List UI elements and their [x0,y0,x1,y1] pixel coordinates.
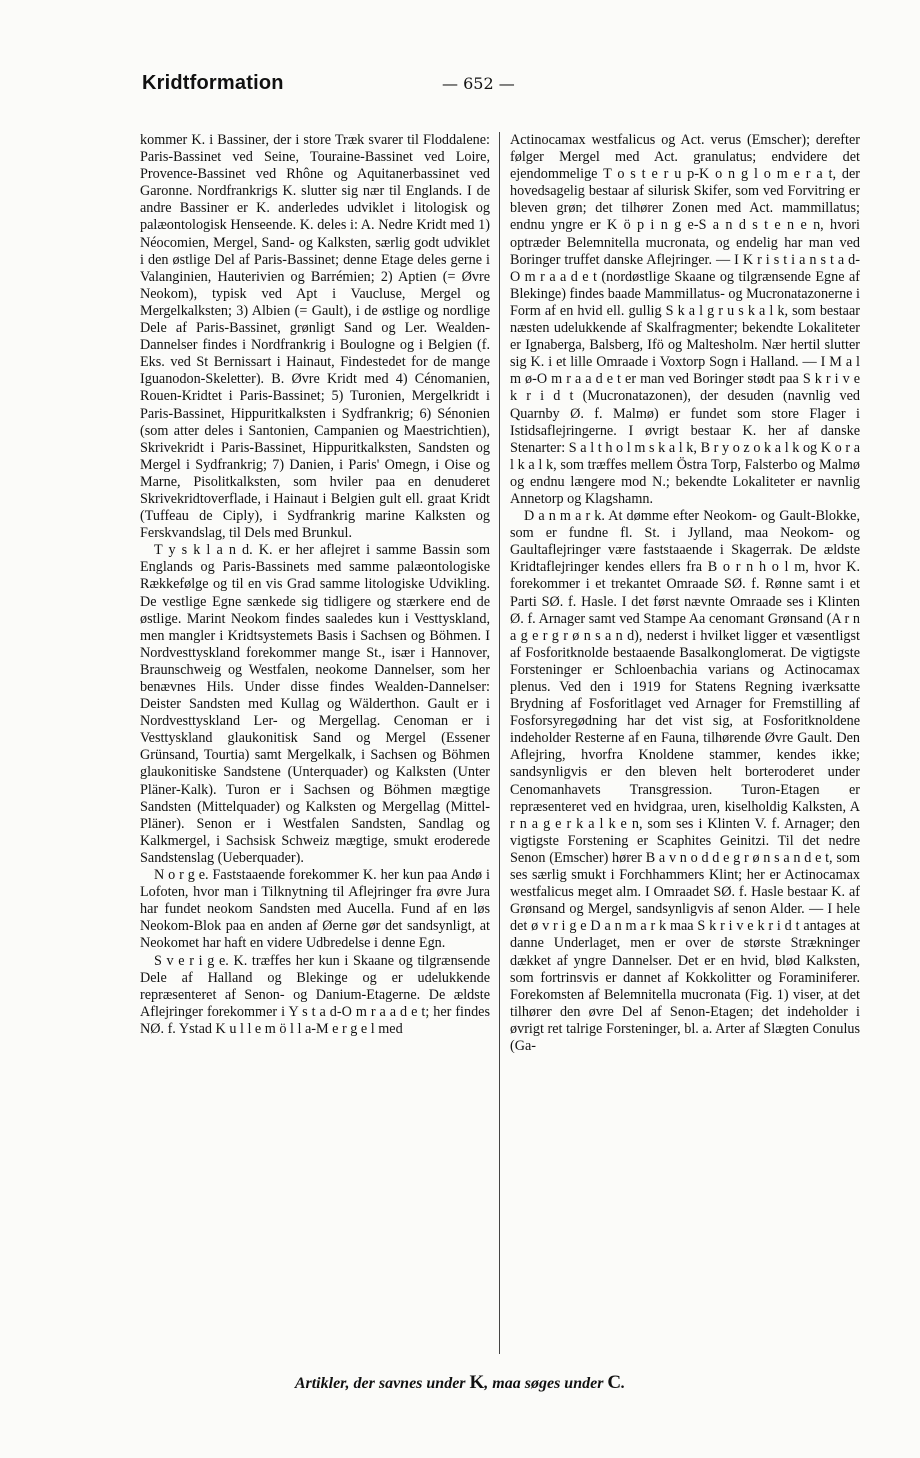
page-number: — 652 — [442,74,515,93]
text-columns [140,132,880,1354]
column-divider [499,132,500,1354]
paragraph-tyskland: T y s k l a n d. K. er her aflejret i samme Bassin som Englands og Paris-Bassinets med samme palæontologiske Rækkefølge og til en vis Grad samme litologiske Udvikling. De vestlige Egne sænkede sig tidligere og stærkere end de østlige. Marint Neokom findes saaledes kun i Vesttyskland, men mangler i Kridtsystemets Basis i Sachsen og Böhmen. I Nordvesttyskland forekommer mange St., især i Hannover, Braunschweig og Westfalen, neokome Dannelser, som her benævnes Hils. Under disse findes Wealden-Dannelser: Deister Sandsten med Kullag og Wälderthon. Gault er i Nordvesttyskland Ler- og Mergellag. Cenoman er i Vesttyskland glaukonitisk Sand og Mergel (Essener Grünsand, Tourtia) samt Mergelkalk, i Sachsen og Böhmen glaukonitiske Sandstene (Unterquader) og Kalksten (Unter Pläner-Kalk). Turon er i Sachsen og Böhmen mægtige Sandsten (Mittelquader) og Kalksten og Mergellag (Mittel-Pläner). Senon er i Westfalen Sandsten, Sandlag og Kalkmergel, i Sachsisk Schweiz mægtige, smukt eroderede Sandstenslag (Ueberquader). [140,542,490,866]
paragraph-sverige-cont: Actinocamax westfalicus og Act. verus (Emscher); derefter følger Mergel med Act. granulatus; endvidere det ejendommelige T o s t e r u p-K o n g l o m e r a t, der hovedsagelig bestaar af silurisk Skifer, som ved Forvitring er bleven grøn; det tilhører Zonen med Act. mammillatus; endnu yngre er K ö p i n g e-S a n d s t e n e n, hvori optræder Belemnitella mucronata, og endelig har man ved Boringer truffet danske Aflejringer. — I K r i s t i a n s t a d-O m r a a d e t (nordøstlige Skaane og tilgrænsende Egne af Blekinge) findes baade Mammillatus- og Mucronatazonerne i Form af en hvid ell. gullig S k a l g r u s k a l k, som bestaar næsten udelukkende af Skalfragmenter; bekendte Lokaliteter er Ignaberga, Balsberg, Ifö og Maltesholm. Nær hertil slutter sig K. i et lille Omraade i Voxtorp Sogn i Halland. — I M a l m ø-O m r a a d e t er man ved Boringer stødt paa S k r i v e k r i d t (Mucronatazonen), der desuden (navnlig ved Quarnby Ø. f. Malmø) er fundet som store Flager i Istidsaflejringerne. I øvrigt bestaar K. her af danske Stenarter: S a l t h o l m s k a l k, B r y o z o k a l k og K o r a l k a l k, som træffes mellem Östra Torp, Falsterbo og Malmø og endnu længere mod N.; bekendte Lokaliteter er navnlig Annetorp og Klagshamn. [510,132,860,507]
footer-letter-c: C [607,1372,622,1393]
paragraph-frankrig: kommer K. i Bassiner, der i store Træk svarer til Floddalene: Paris-Bassinet ved Seine, Touraine-Bassinet ved Loire, Provence-Bassinet ved Rhône og Aquitanerbassinet ved Garonne. Nordfrankrigs K. slutter sig nær til Englands. I de andre Bassiner er K. anderledes udviklet i litologisk og palæontologisk Henseende. K. deles i: A. Nedre Kridt med 1) Néocomien, Mergel, Sand- og Kalksten, særlig godt udviklet i den østlige Del af Paris-Bassinet; denne Etage deles gerne i Valanginien, Hauterivien og Barrémien; 2) Aptien (= Øvre Neokom), typisk ved Apt i Vaucluse, Mergel og Mergelkalksten; 3) Albien (= Gault), i de østlige og nordlige Dele af Paris-Bassinet, grønligt Sand og Ler. Wealden-Dannelser findes i Nordfrankrig i Boulogne og i Belgien (f. Eks. ved St Bernissart i Hainaut, Findestedet for de mange Iguanodon-Skeletter). B. Øvre Kridt med 4) Cénomanien, Rouen-Kridtet i Paris-Bassinet; 5) Turonien, Mergelkridt i Paris-Bassinet, Hippuritkalksten i Sydfrankrig; 6) Sénonien (som atter deles i Santonien, Campanien og Maestrichtien), Skrivekridt i Paris-Bassinet, Hippuritkalksten, Sandsten og Mergel i Sydfrankrig; 7) Danien, i Paris' Omegn, i Oise og Marne, Pisolitkalksten, som hviler paa en denuderet Skrivekridtoverflade, i Hainaut i Belgien gult ell. graat Kridt (Tuffeau de Ciply), i Sydfrankrig marine Kalksten og Ferskvandslag, til Dels med Brunkul. [140,132,490,542]
page-title: Kridtformation [142,72,284,94]
footer-text-3: . [621,1375,626,1392]
footer-letter-k: K [469,1372,485,1393]
footer-note [0,1372,920,1394]
footer-text-1: Artikler, der savnes under [294,1375,470,1392]
page-header [142,72,882,104]
paragraph-norge: N o r g e. Faststaaende forekommer K. her kun paa Andø i Lofoten, hvor man i Tilknytning til Aflejringer fra øvre Jura har fundet neokom Sandsten med Aucella. Fund af en løs Neokom-Blok paa en anden af Øerne gør det sandsynligt, at Neokomet har haft en videre Udbredelse i denne Egn. [140,867,490,952]
right-column [510,132,860,1354]
paragraph-danmark: D a n m a r k. At dømme efter Neokom- og Gault-Blokke, som er fundne fl. St. i Jylland, maa Neokom- og Gaultaflejringer være faststaaende i Skagerrak. De ældste Kridtaflejringer kendes ellers fra B o r n h o l m, hvor K. forekommer i et trekantet Omraade SØ. f. Rønne samt i et Parti SØ. f. Hasle. I det først nævnte Omraade ses i Klinten Ø. f. Arnager samt ved Stampe Aa cenomant Grønsand (A r n a g e r g r ø n s a n d), nederst i hvilket ligger et væsentligst af Fosforitknolde bestaaende Basalkonglomerat. De vigtigste Forsteninger er Schloenbachia varians og Actinocamax plenus. Ved den i 1919 for Statens Regning iværksatte Brydning af Fosforitlaget ved Arnager for Fremstilling af Fosforsyregødning har det vist sig, at Fosforitknoldene indeholder Resterne af en Fauna, tilhørende Øvre Gault. Den Aflejring, hvorfra Knoldene stammer, kendes ikke; sandsynligvis er den bleven helt borteroderet under Cenomanhavets Transgression. Turon-Etagen er repræsenteret ved en hvidgraa, uren, kiselholdig Kalksten, A r n a g e r k a l k e n, som ses i Klinten V. f. Arnager; den vigtigste Forstening er Scaphites Geinitzi. Til det nedre Senon (Emscher) hører B a v n o d d e g r ø n s a n d e t, som ses særlig smukt i Forchhammers Klint; her er Actinocamax westfalicus meget alm. I Omraadet SØ. f. Hasle bestaar K. af Grønsand og Mergel, sandsynligvis af senon Alder. — I hele det ø v r i g e D a n m a r k maa S k r i v e k r i d t antages at danne Underlaget, men er over de største Strækninger dækket af yngre Dannelser. Det er en hvid, blød Kalksten, som fortrinsvis er dannet af Kokkolitter og Foraminiferer. Forekomsten af Belemnitella mucronata (Fig. 1) viser, at det tilhører den øvre Del af Senon-Etagen; det indeholder i øvrigt ret talrige Forsteninger, bl. a. Arter af Slægten Conulus (Ga- [510,508,860,1054]
paragraph-sverige: S v e r i g e. K. træffes her kun i Skaane og tilgrænsende Dele af Halland og Blekinge og er udelukkende repræsenteret af Senon- og Danium-Etagerne. De ældste Aflejringer forekommer i Y s t a d-O m r a a d e t; her findes NØ. f. Ystad K u l l e m ö l l a-M e r g e l med [140,952,490,1037]
left-column [140,132,490,1354]
footer-text-2: , maa søges under [484,1375,608,1392]
